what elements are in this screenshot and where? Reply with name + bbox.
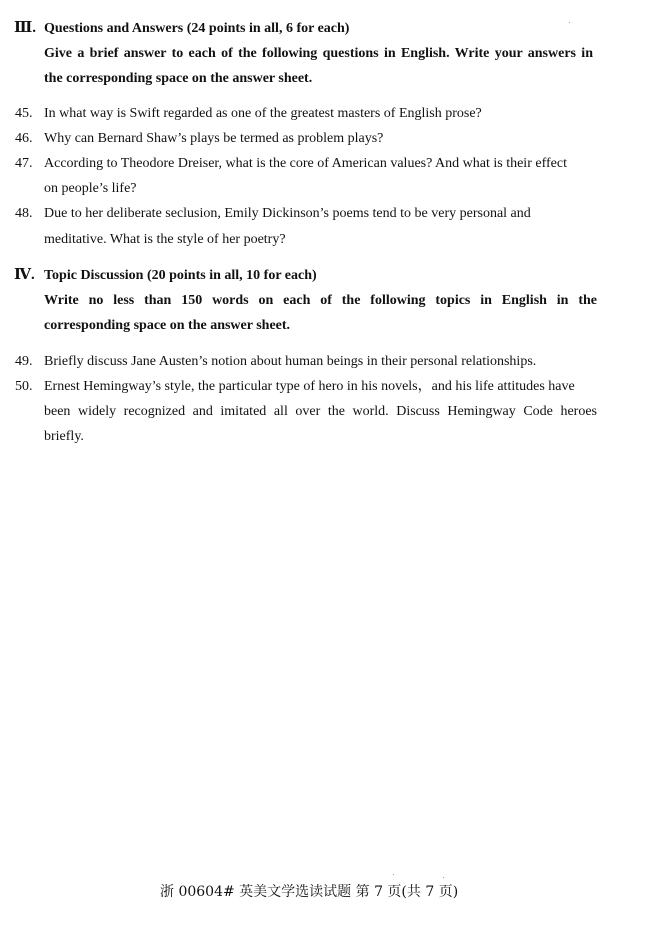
question-number: 46. [15,131,33,146]
section-4-instruction-line-1: Write no less than 150 words on each of the following topics in English in the [44,293,597,308]
scan-speck [393,874,394,875]
question-number: 47. [15,156,33,171]
section-4-instruction-line-2: corresponding space on the answer sheet. [44,318,291,333]
question-text: Briefly discuss Jane Austen’s notion about human beings in their personal relationships. [44,354,537,369]
question-text: on people’s life? [44,181,137,196]
question-text: According to Theodore Dreiser, what is the core of American values? And what is their effect [44,156,567,171]
question-number: 49. [15,354,33,369]
question-text: meditative. What is the style of her poetry? [44,232,286,247]
scan-speck [569,22,570,23]
question-text: Due to her deliberate seclusion, Emily Dickinson’s poems tend to be very personal and [44,206,531,221]
scan-speck [443,877,444,878]
question-number: 48. [15,206,33,221]
question-text: In what way is Swift regarded as one of the greatest masters of English prose? [44,106,482,121]
question-text: been widely recognized and imitated all over the world. Discuss Hemingway Code heroes [44,404,597,419]
question-text: briefly. [44,429,84,444]
section-4-title: Topic Discussion (20 points in all, 10 for each) [44,268,317,283]
section-3-instruction-line-1: Give a brief answer to each of the following questions in English. Write your answers in [44,46,593,61]
question-text: Why can Bernard Shaw’s plays be termed as problem plays? [44,131,384,146]
page-footer: 浙 00604# 英美文学选读试题 第 7 页(共 7 页) [160,884,459,900]
section-3-numeral: Ⅲ. [14,20,37,36]
section-4-numeral: Ⅳ. [14,267,35,283]
question-number: 45. [15,106,33,121]
question-text: Ernest Hemingway’s style, the particular type of hero in his novels，and his life attitudes have [44,379,575,394]
question-number: 50. [15,379,33,394]
section-3-instruction-line-2: the corresponding space on the answer sheet. [44,71,313,86]
section-3-title: Questions and Answers (24 points in all, 6 for each) [44,21,350,36]
